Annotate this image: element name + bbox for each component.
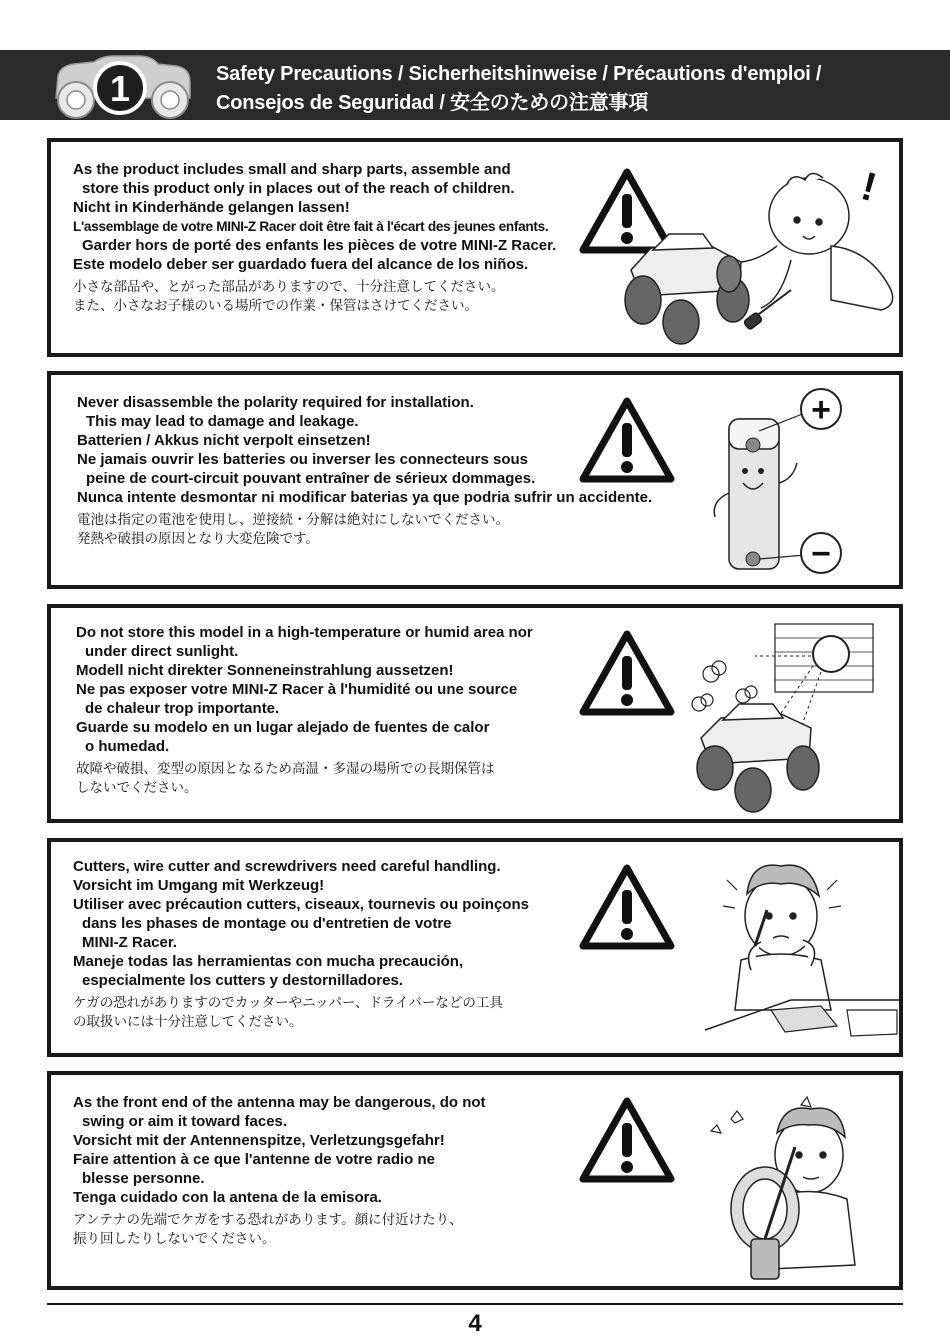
text-line: Batterien / Akkus nicht verpolt einsetzen!	[77, 432, 371, 449]
text-line: de chaleur trop importante.	[85, 700, 280, 717]
section-text	[77, 393, 652, 549]
text-line: o humedad.	[85, 738, 170, 755]
text-line: Guarde su modelo en un lugar alejado de fuentes de calor	[76, 719, 490, 736]
header-bar	[0, 50, 950, 120]
text-line: Nunca intente desmontar ni modificar baterias ya que podria sufrir un accidente.	[77, 489, 653, 506]
text-line: Vorsicht im Umgang mit Werkzeug!	[73, 877, 325, 894]
battery-character-illustration-icon	[701, 383, 897, 583]
text-line: especialmente los cutters y destornilladores.	[82, 972, 403, 989]
text-line: As the front end of the antenna may be dangerous, do not	[73, 1094, 486, 1111]
text-line: peine de court-circuit pouvant entraîner de sérieux dommages.	[86, 470, 536, 487]
sun-and-car-illustration-icon	[671, 618, 901, 818]
text-line: Ne jamais ouvrir les batteries ou inverser les connecteurs sous	[77, 451, 529, 468]
text-line: under direct sunlight.	[85, 643, 239, 660]
section-text	[76, 623, 533, 798]
text-line: Never disassemble the polarity required for installation.	[77, 394, 474, 411]
warning-triangle-icon	[579, 397, 675, 483]
section-tools	[47, 838, 903, 1057]
text-line: Garder hors de porté des enfants les pièces de votre MINI-Z Racer.	[82, 237, 557, 254]
jp-line: 電池は指定の電池を使用し、逆接続・分解は絶対にしないでください。	[77, 512, 509, 528]
text-line: blesse personne.	[82, 1170, 205, 1187]
text-line: Ne pas exposer votre MINI-Z Racer à l'humidité ou une source	[76, 681, 518, 698]
page-title	[216, 60, 821, 118]
section-text	[73, 160, 556, 316]
text-line: L'assemblage de votre MINI-Z Racer doit être fait à l'écart des jeunes enfants.	[73, 219, 549, 234]
battery-minus-sign: −	[811, 535, 831, 573]
person-with-cutter-illustration-icon	[651, 850, 901, 1050]
text-line: This may lead to damage and leakage.	[86, 413, 359, 430]
jp-line: 故障や破損、変型の原因となるため高温・多湿の場所での長期保管は	[76, 761, 495, 777]
warning-triangle-icon	[579, 630, 675, 716]
page-number: 4	[468, 1310, 482, 1337]
text-line: Do not store this model in a high-temperature or humid area nor	[76, 624, 533, 641]
section-text	[73, 857, 529, 1032]
section-heat-humidity	[47, 604, 903, 823]
text-line: swing or aim it toward faces.	[82, 1113, 288, 1130]
text-line: MINI-Z Racer.	[82, 934, 178, 951]
jp-line: ケガの恐れがありますのでカッターやニッパー、ドライバーなどの工具	[73, 995, 503, 1011]
jp-line: しないでください。	[76, 780, 198, 796]
text-line: Vorsicht mit der Antennenspitze, Verletzungsgefahr!	[73, 1132, 445, 1149]
jp-line: 振り回したりしないでください。	[73, 1231, 276, 1247]
jp-line: また、小さなお子様のいる場所での作業・保管はさけてください。	[73, 298, 478, 314]
warning-triangle-icon	[579, 1097, 675, 1183]
child-exclaim-mark: !	[856, 164, 881, 211]
text-line: Maneje todas las herramientas con mucha precaución,	[73, 953, 464, 970]
jp-line: の取扱いには十分注意してください。	[73, 1014, 303, 1030]
section-text	[73, 1093, 486, 1249]
text-line: As the product includes small and sharp parts, assemble and	[73, 161, 511, 178]
battery-plus-sign: +	[811, 391, 831, 429]
footer-divider	[47, 1303, 903, 1305]
step-number: 1	[109, 68, 131, 109]
person-with-antenna-illustration-icon	[691, 1089, 891, 1285]
section-battery	[47, 371, 903, 589]
text-line: Modell nicht direkter Sonneneinstrahlung aussetzen!	[76, 662, 454, 679]
text-line: Utiliser avec précaution cutters, ciseaux, tournevis ou poinçons	[73, 896, 529, 913]
step-logo-car-icon	[48, 54, 198, 120]
jp-line: 発熱や破損の原因となり大変危険です。	[77, 531, 319, 547]
text-line: dans les phases de montage ou d'entretien de votre	[82, 915, 452, 932]
text-line: store this product only in places out of the reach of children.	[82, 180, 515, 197]
text-line: Este modelo deber ser guardado fuera del alcance de los niños.	[73, 256, 529, 273]
text-line: Cutters, wire cutter and screwdrivers need careful handling.	[73, 858, 501, 875]
jp-line: アンテナの先端でケガをする恐れがあります。顔に付近けたり、	[73, 1212, 463, 1228]
text-line: Faire attention à ce que l'antenne de votre radio ne	[73, 1151, 435, 1168]
title-line-1: Safety Precautions / Sicherheitshinweise / Précautions d'emploi /	[216, 63, 822, 85]
jp-line: 小さな部品や、とがった部品がありますので、十分注意してください。	[73, 279, 505, 295]
section-antenna	[47, 1071, 903, 1290]
text-line: Nicht in Kinderhände gelangen lassen!	[73, 199, 350, 216]
child-and-car-illustration-icon	[591, 150, 901, 350]
section-small-parts	[47, 138, 903, 357]
title-line-2: Consejos de Seguridad / 安全のための注意事項	[216, 92, 649, 114]
text-line: Tenga cuidado con la antena de la emisora.	[73, 1189, 382, 1206]
